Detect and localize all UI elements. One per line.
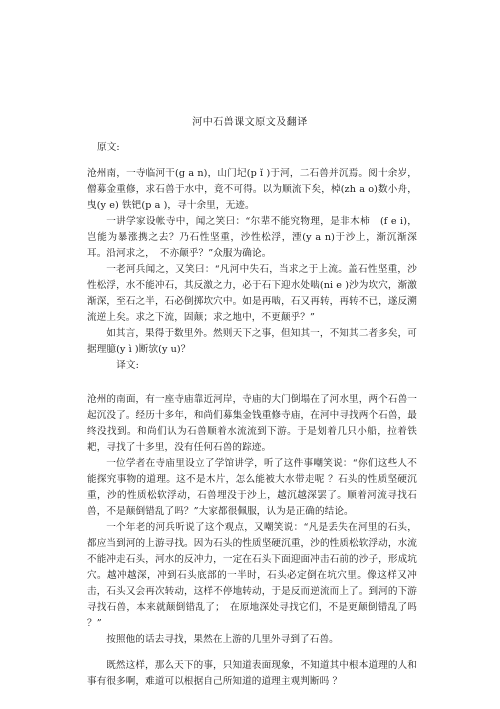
original-paragraph-4: 如其言，果得于数里外。然则天下之事，但知其一，不知其二者多矣，可据理臆(y ì )断欤(y u)？ xyxy=(87,328,417,355)
translation-paragraph-5: 既然这样，那么天下的事，只知道表面现象，不知道其中根本道理的人和事有很多啊，难道可以根据自己所知道的道理主观判断吗 ？ xyxy=(87,660,417,687)
original-paragraph-2: 一讲学家设帐寺中，闻之笑曰：“尔辈不能究物理，是非木柿 (f e i)，岂能为暴涨携之去？乃石性坚重，沙性松浮，湮(y a n)于沙上，渐沉渐深耳。沿河求之， 不亦颠乎？”众服为确论。 xyxy=(87,216,417,259)
original-paragraph-1: 沧州南，一寺临河干(g a n)，山门圮(p ǐ )于河，二石兽并沉焉。阅十余岁，僧募金重修，求石兽于水中，竟不可得。以为顺流下矣，棹(zh a o)数小舟，曳(y e) 铁钯(p a )，寻十余里，无迹。 xyxy=(87,168,417,211)
translation-paragraph-3: 一个年老的河兵听说了这个观点，又嘲笑说：“凡是丢失在河里的石头，都应当到河的上游寻找。因为石头的性质坚硬沉重，沙的性质松软浮动，水流不能冲走石头，河水的反冲力，一定在石头下面迎面冲击石前的沙子，形成坑穴。越冲越深，冲到石头底部的一半时，石头必定倒在坑穴里。像这样又冲击，石头又会再次转动，这样不停地转动，于是反而逆流而上了。到河的下游寻找石兽，本来就颠倒错乱了； 在原地深处寻找它们，不是更颠倒错乱了吗 ？” xyxy=(87,522,421,629)
translation-paragraph-1: 沧州的南面，有一座寺庙靠近河岸，寺庙的大门倒塌在了河水里，两个石兽一起沉没了。经历十多年，和尚们募集金钱重修寺庙，在河中寻找两个石兽，最终没找到。和尚们认为石兽顺着水流流到下游。于是划着几只小船，拉着铁耙，寻找了十多里，没有任何石兽的踪迹。 xyxy=(87,394,417,453)
translation-paragraph-4: 按照他的话去寻找，果然在上游的几里外寻到了石兽。 xyxy=(106,634,339,645)
document-body xyxy=(87,140,421,690)
original-paragraph-3: 一老河兵闻之，又笑曰：“凡河中失石，当求之于上流。盖石性坚重，沙性松浮，水不能冲石，其反激之力，必于石下迎水处啮(ni e )沙为坎穴，渐激渐深，至石之半，石必倒掷坎穴中。如是再啮，石又再转，再转不已，遂反溯流逆上矣。求之下流，固颠；求之地中，不更颠乎？” xyxy=(87,264,417,323)
original-heading: 原文: xyxy=(97,142,120,153)
translation-paragraph-2: 一位学者在寺庙里设立了学馆讲学，听了这件事嘲笑说：“你们这些人不能探究事物的道理。这不是木片，怎么能被大水带走呢 ？石头的性质坚硬沉重，沙的性质松软浮动，石兽埋没于沙上，越沉越深罢了。顺着河流寻找石兽，不是颠倒错乱了吗？”大家都很佩服，认为是正确的结论。 xyxy=(87,458,417,517)
translation-heading: 译文: xyxy=(116,360,139,371)
document-title: 河中石兽课文原文及翻译 xyxy=(192,117,308,128)
